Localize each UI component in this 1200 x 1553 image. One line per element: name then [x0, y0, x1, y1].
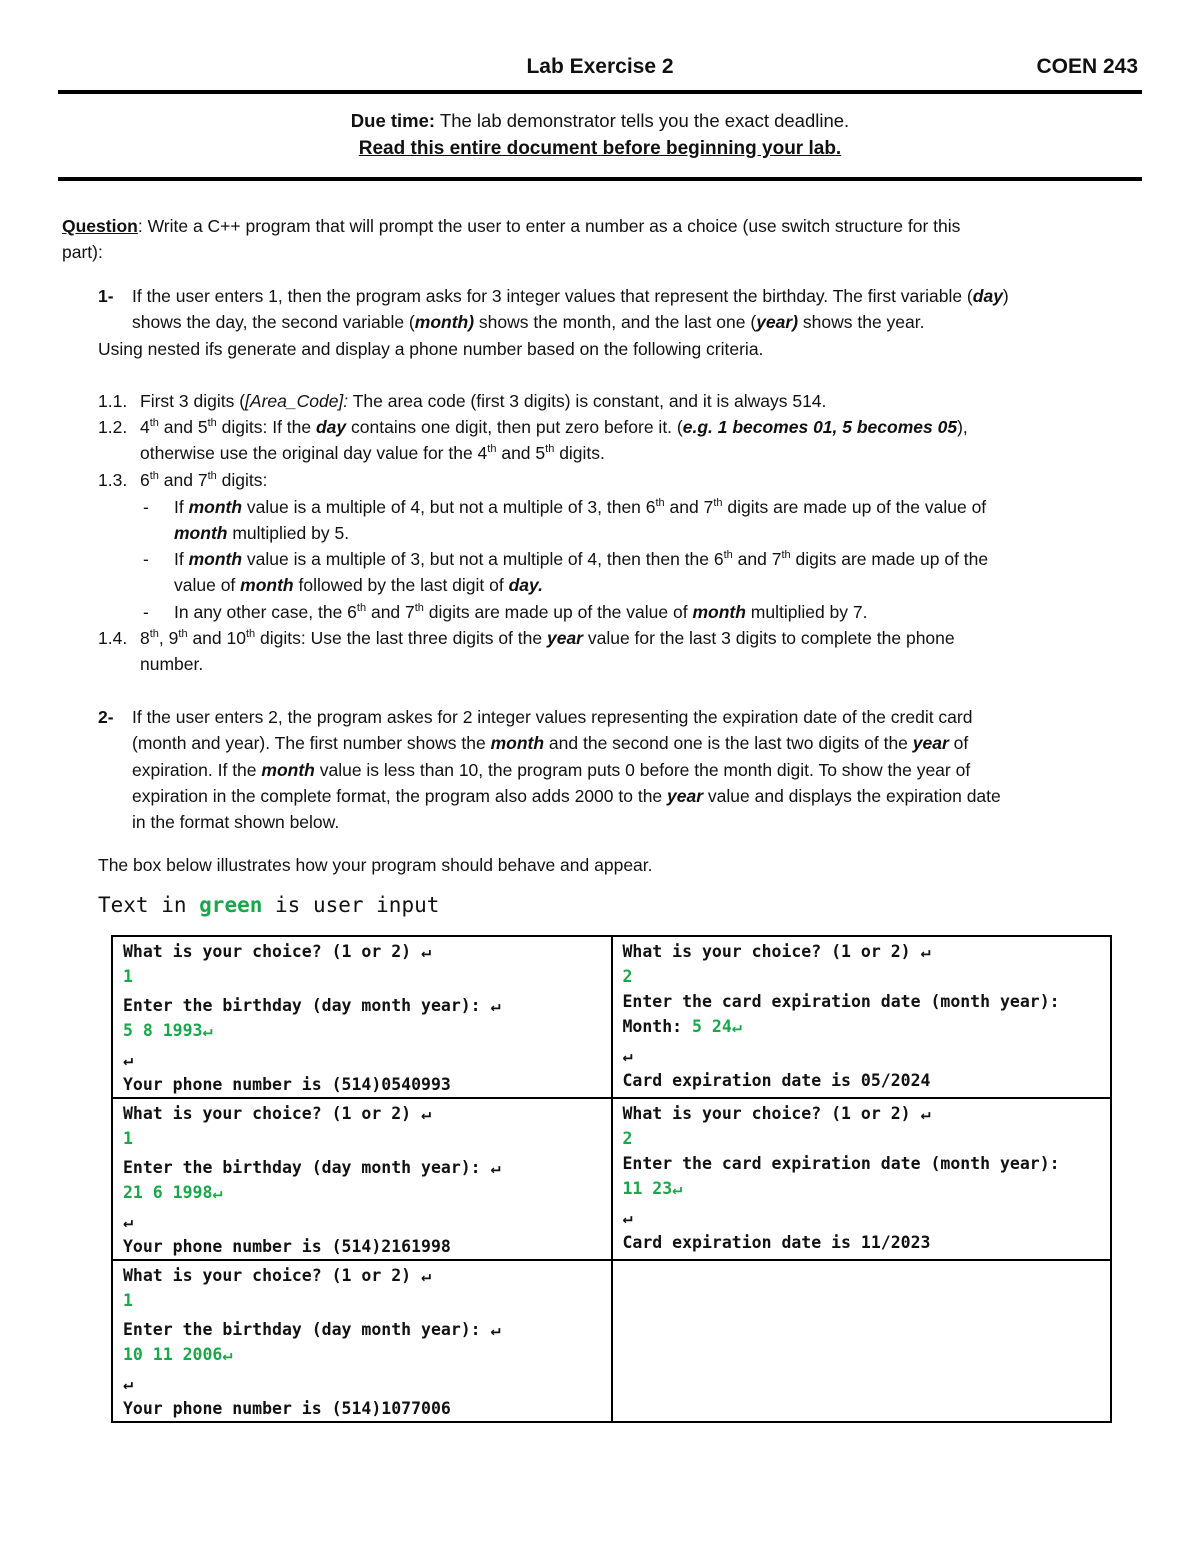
- header-divider: [58, 90, 1142, 94]
- course-code: COEN 243: [1036, 55, 1138, 78]
- box-intro: The box below illustrates how your program should behave and appear.: [98, 855, 653, 875]
- due-time-label: Due time:: [350, 110, 436, 131]
- sub-1-1-number: 1.1.: [98, 391, 128, 411]
- green-word: green: [199, 893, 263, 917]
- sub-1-4-text: 8th, 9th and 10th digits: Use the last three digits of the year value for the last 3 digits to complete the phone number.: [140, 628, 955, 675]
- sub-1-2-text: 4th and 5th digits: If the day contains one digit, then put zero before it. (e.g. 1 becomes 01, 5 becomes 05), otherwise use the original day value for the 4th and 5th digits.: [140, 417, 968, 464]
- sample-run-cell: What is your choice? (1 or 2) ↵ 2 Enter the card expiration date (month year): 11 23↵ ↵ Card expiration date is 11/2023: [612, 1098, 1112, 1260]
- sample-run-table: [111, 935, 1112, 1423]
- item-2-text: If the user enters 2, the program askes for 2 integer values representing the expiration date of the credit card (month and year). The first number shows the month and the second one is the last two digits of the year of expiration. If the month value is less than 10, the program puts 0 before the month digit. To show the year of expiration in the complete format, the program also adds 2000 to the year value and displays the expiration date in the format shown below.: [132, 707, 1001, 833]
- sub-1-2-number: 1.2.: [98, 417, 128, 437]
- item-2-number: 2-: [98, 707, 114, 727]
- sub-1-3-number: 1.3.: [98, 470, 128, 490]
- rule-other-case: In any other case, the 6th and 7th digits are made up of the value of month multiplied by 7.: [174, 602, 868, 622]
- bullet-dash: -: [143, 549, 149, 569]
- read-first-notice: Read this entire document before beginning your lab.: [358, 138, 842, 159]
- rule-multiple-of-3: If month value is a multiple of 3, but not a multiple of 4, then then the 6th and 7th digits are made up of the value of month followed by the last digit of day.: [174, 549, 989, 596]
- question-label: Question: [62, 216, 138, 236]
- rule-multiple-of-4: If month value is a multiple of 4, but not a multiple of 3, then 6th and 7th digits are made up of the value of month multiplied by 5.: [174, 497, 987, 544]
- section-divider: [58, 177, 1142, 181]
- sample-run-cell: What is your choice? (1 or 2) ↵ 1 Enter the birthday (day month year): ↵ 21 6 1998↵ ↵ Your phone number is (514)2161998: [112, 1098, 612, 1260]
- question-paragraph: Question: Write a C++ program that will prompt the user to enter a number as a choice (use switch structure for this part):: [62, 216, 961, 263]
- nested-ifs-instruction: Using nested ifs generate and display a phone number based on the following criteria.: [98, 339, 764, 359]
- due-time-text: The lab demonstrator tells you the exact deadline.: [435, 110, 850, 131]
- bullet-dash: -: [143, 602, 149, 622]
- page-title: Lab Exercise 2: [526, 55, 674, 78]
- sub-1-3-text: 6th and 7th digits:: [140, 470, 268, 490]
- input-color-legend: Text in green is user input: [98, 893, 440, 917]
- sample-run-cell: What is your choice? (1 or 2) ↵ 1 Enter the birthday (day month year): ↵ 5 8 1993↵ ↵ Your phone number is (514)0540993: [112, 936, 612, 1098]
- sub-1-4-number: 1.4.: [98, 628, 128, 648]
- sample-run-cell: What is your choice? (1 or 2) ↵ 1 Enter the birthday (day month year): ↵ 10 11 2006↵ ↵ Your phone number is (514)1077006: [112, 1260, 612, 1422]
- item-1-text: If the user enters 1, then the program asks for 3 integer values that represent the birthday. The first variable (day) shows the day, the second variable (month) shows the month, and the last one (year) shows the year.: [132, 286, 1009, 333]
- sample-run-cell: What is your choice? (1 or 2) ↵ 2 Enter the card expiration date (month year): Month: 5 24↵ ↵ Card expiration date is 05/2024: [612, 936, 1112, 1098]
- item-1-number: 1-: [98, 286, 114, 306]
- sub-1-1-text: First 3 digits ([Area_Code]: The area code (first 3 digits) is constant, and it is always 514.: [140, 391, 827, 411]
- bullet-dash: -: [143, 497, 149, 517]
- due-time-line: [0, 110, 1200, 132]
- empty-cell: [612, 1260, 1112, 1422]
